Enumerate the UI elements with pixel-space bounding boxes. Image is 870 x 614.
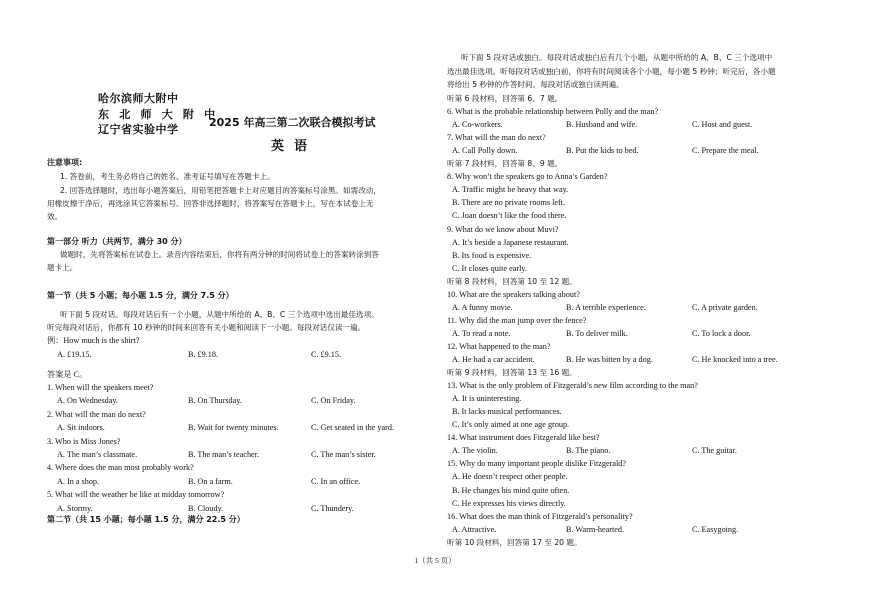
answer-option: C. It’s only aimed at one age group.: [452, 420, 570, 430]
example-option: B. £9.18.: [188, 350, 219, 359]
answer-option: B. On Thursday.: [188, 396, 242, 406]
question-stem: 7. What will the man do next?: [447, 133, 546, 143]
answer-option: B. Put the kids to bed.: [566, 146, 639, 156]
example-option: C. £9.15.: [311, 350, 342, 359]
answer-option: A. Stormy.: [57, 503, 93, 513]
answer-option: A. It is uninteresting.: [452, 394, 522, 404]
question-stem: 9. What do we know about Muvi?: [447, 224, 559, 234]
subject-title: 英语: [271, 139, 318, 154]
exam-title: 2025 年高三第二次联合模拟考试: [209, 116, 376, 129]
answer-option: C. Easygoing.: [692, 524, 739, 534]
notice-title: 注意事项:: [47, 158, 83, 167]
answer-option: B. A terrible experience.: [566, 302, 646, 312]
question-stem: 6. What is the probable relationship between Polly and the man?: [447, 107, 659, 117]
answer-option: C. It closes quite early.: [452, 263, 527, 273]
answer-option: B. He was bitten by a dog.: [566, 355, 653, 364]
answer-option: A. It’s beside a Japanese restaurant.: [452, 237, 569, 247]
example-option: A. £19.15.: [57, 350, 92, 359]
answer-option: B. On a farm.: [188, 476, 233, 486]
answer-option: C. Thundery.: [311, 503, 354, 513]
answer-option: C. The man’s sister.: [311, 450, 376, 459]
answer-option: C. The guitar.: [692, 446, 737, 456]
answer-option: C. A private garden.: [692, 302, 758, 312]
answer-option: A. The violin.: [452, 446, 498, 456]
answer-option: A. Traffic might be heavy that way.: [452, 185, 569, 195]
answer-option: B. To deliver milk.: [566, 328, 628, 338]
answer-option: C. He expresses his views directly.: [452, 498, 566, 508]
answer-option: A. On Wednesday.: [57, 396, 118, 406]
answer-option: C. Joan doesn’t like the food there.: [452, 211, 567, 221]
question-stem: 14. What instrument does Fitzgerald like best?: [447, 433, 600, 443]
section2-intro: 选出最佳选项。听每段对话或独白前，你将有时间阅读各个小题，每小题 5 秒钟；听完后，各小题: [447, 67, 776, 76]
answer-option: B. Warm-hearted.: [566, 524, 625, 534]
page-number: 1（共 5 页）: [414, 556, 456, 565]
answer-option: B. He changes his mind quite often.: [452, 485, 570, 495]
question-stem: 8. Why won’t the speakers go to Anna’s Garden?: [447, 172, 608, 182]
listening-instruction: 听第 9 段材料，回答第 13 至 16 题。: [447, 368, 577, 378]
answer-option: A. A funny movie.: [452, 302, 513, 312]
notice-item: 2. 回答选择题时，选出每小题答案后，用铅笔把答题卡上对应题目的答案标号涂黑。如需改动，: [60, 186, 381, 195]
school-name-3: 辽宁省实验中学: [98, 123, 179, 136]
answer-option: B. Husband and wife.: [566, 120, 638, 130]
notice-item: 用橡皮擦干净后，再选涂其它答案标号。回答非选择题时，将答案写在答题卡上，写在本试卷上无: [47, 199, 374, 208]
answer-option: C. Get seated in the yard.: [311, 423, 394, 433]
part1-intro: 做题时，先将答案标在试卷上。录音内容结束后，你将有两分钟的时间将试卷上的答案转涂到答: [60, 250, 379, 259]
answer-option: B. The man’s teacher.: [188, 450, 260, 459]
answer-option: B. There are no private rooms left.: [452, 198, 566, 208]
section1-title: 第一节（共 5 小题；每小题 1.5 分，满分 7.5 分）: [47, 291, 234, 300]
example-question: 例：How much is the shirt?: [47, 336, 140, 345]
question-stem: 15. Why do many important people dislike Fitzgerald?: [447, 459, 627, 469]
question-stem: 13. What is the only problem of Fitzgerald’s new film according to the man?: [447, 381, 698, 391]
answer-option: B. It lacks musical performances.: [452, 407, 562, 417]
school-name-1: 哈尔滨师大附中: [98, 92, 179, 105]
section2-intro: 听下面 5 段对话或独白。每段对话或独白后有几个小题，从题中所给的 A、B、C 三个选项中: [461, 53, 773, 62]
section2-intro: 将给出 5 秒钟的作答时间。每段对话或独白读两遍。: [447, 80, 624, 89]
section1-intro: 听完每段对话后，你都有 10 秒钟的时间来回答有关小题和阅读下一小题。每段对话仅读一遍。: [47, 323, 366, 332]
answer-option: A. Call Polly down.: [452, 146, 518, 156]
answer-option: A. Co-workers.: [452, 120, 503, 130]
question-stem: 10. What are the speakers talking about?: [447, 289, 580, 299]
answer-option: A. Attractive.: [452, 524, 497, 534]
part1-title: 第一部分 听力（共两节，满分 30 分）: [47, 237, 187, 246]
answer-option: A. In a shop.: [57, 476, 100, 486]
answer-option: B. Cloudy.: [188, 503, 224, 513]
listening-instruction: 听第 10 段材料，回答第 17 至 20 题。: [447, 537, 582, 547]
question-stem: 1. When will the speakers meet?: [47, 383, 154, 392]
answer-option: A. The man’s classmate.: [57, 450, 138, 459]
answer-option: A. Sit indoors.: [57, 423, 105, 433]
section2-title: 第二节（共 15 小题；每小题 1.5 分，满分 22.5 分）: [47, 515, 245, 524]
listening-instruction: 听第 8 段材料，回答第 10 至 12 题。: [447, 276, 577, 286]
listening-instruction: 听第 6 段材料，回答第 6、7 题。: [447, 94, 563, 103]
example-answer: 答案是 C。: [47, 370, 88, 379]
question-stem: 11. Why did the man jump over the fence?: [447, 315, 587, 325]
answer-option: C. In an office.: [311, 476, 361, 486]
answer-option: A. To read a note.: [452, 328, 511, 338]
question-stem: 4. Where does the man most probably work?: [47, 463, 194, 473]
answer-option: B. Its food is expensive.: [452, 250, 532, 260]
answer-option: C. On Friday.: [311, 396, 356, 406]
section1-intro: 听下面 5 段对话。每段对话后有一个小题，从题中所给的 A、B、C 三个选项中选出最佳选项。: [60, 310, 379, 319]
listening-instruction: 听第 7 段材料，回答第 8、9 题。: [447, 159, 563, 169]
school-names: [98, 91, 218, 138]
question-stem: 2. What will the man do next?: [47, 409, 146, 419]
school-name-2: 东 北 师 大 附 中: [98, 107, 219, 121]
answer-option: B. The piano.: [566, 446, 611, 456]
answer-option: A. He doesn’t respect other people.: [452, 472, 568, 482]
question-stem: 12. What happened to the man?: [447, 341, 551, 351]
notice-item: 1. 答卷前，考生务必将自己的姓名、准考证号填写在答题卡上。: [60, 172, 275, 181]
answer-option: A. He had a car accident.: [452, 355, 535, 364]
question-stem: 3. Who is Miss Jones?: [47, 436, 121, 446]
part1-intro: 题卡上。: [47, 263, 78, 272]
answer-option: C. Host and guest.: [692, 120, 753, 130]
notice-item: 效。: [47, 212, 63, 221]
answer-option: C. He knocked into a tree.: [692, 355, 778, 364]
question-stem: 16. What does the man think of Fitzgerald’s personality?: [447, 511, 633, 521]
answer-option: C. Prepare the meal.: [692, 146, 759, 156]
question-stem: 5. What will the weather be like at midday tomorrow?: [47, 490, 225, 500]
answer-option: C. To lock a door.: [692, 328, 751, 338]
answer-option: B. Wait for twenty minutes.: [188, 423, 279, 433]
